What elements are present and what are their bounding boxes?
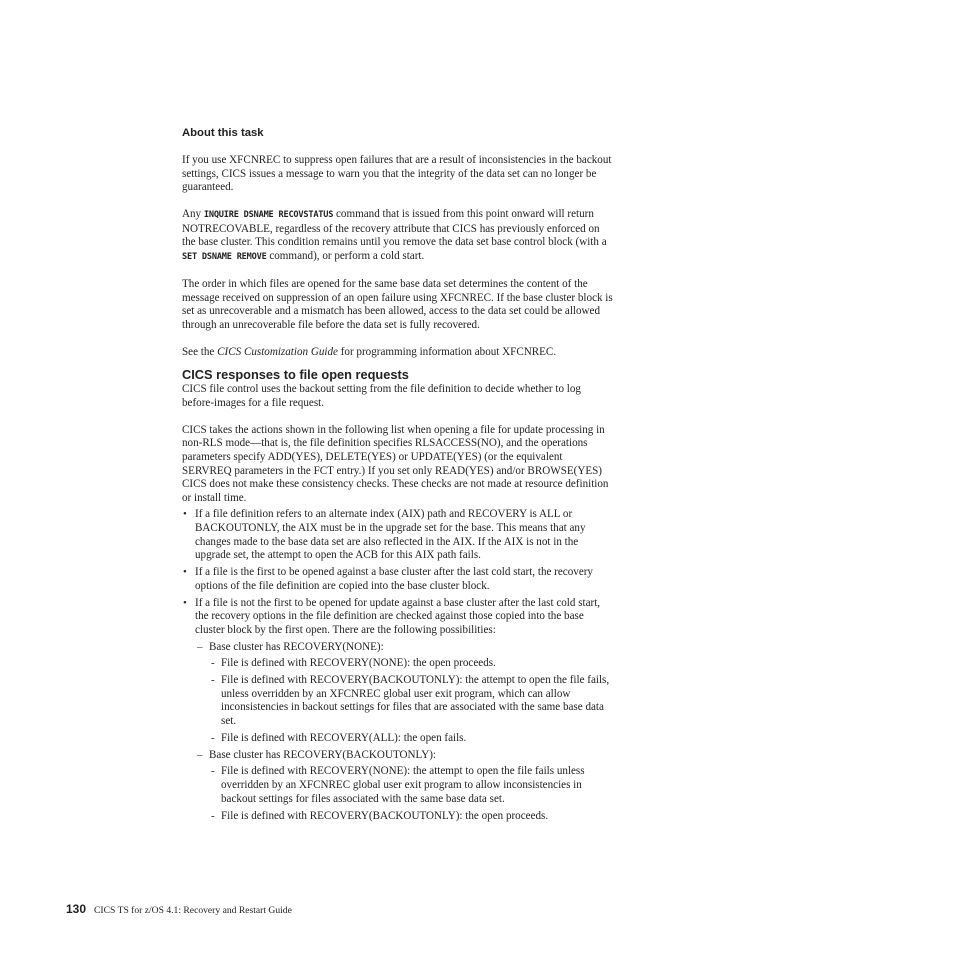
about-paragraph-1: If you use XFCNREC to suppress open failures that are a result of inconsistencies in the backout settings, CICS issues a message to warn you that the integrity of the data set can no longer be guaranteed.	[182, 154, 612, 194]
about-paragraph-2	[182, 208, 614, 264]
hyphen-marker: -	[211, 765, 215, 778]
about-paragraph-4	[182, 346, 614, 360]
hyphen-marker: -	[211, 657, 215, 670]
footer-title: CICS TS for z/OS 4.1: Recovery and Restart Guide	[94, 905, 292, 916]
command-set-dsname-remove: SET DSNAME REMOVE	[182, 251, 267, 262]
dash-marker: –	[197, 748, 203, 761]
hyphen-marker: -	[211, 731, 215, 744]
text-run: command that is issued from this point onward will return NOTRECOVABLE, regardless of the recovery attribute that CICS has previously enforced on the base cluster. This condition remains until you remove the data set base control block (with a	[182, 208, 607, 249]
sub-list-label: Base cluster has RECOVERY(BACKOUTONLY):	[209, 748, 437, 761]
nested-list-item	[209, 657, 614, 671]
dash-marker: –	[197, 640, 203, 653]
nested-list-item	[209, 765, 614, 806]
page-footer	[66, 900, 292, 918]
bullet-marker: •	[183, 566, 187, 579]
bullet-list	[182, 508, 614, 823]
list-item	[182, 508, 614, 562]
sub-list-item	[195, 749, 614, 823]
nested-list-item	[209, 810, 614, 824]
list-item	[182, 597, 614, 823]
hyphen-marker: -	[211, 809, 215, 822]
hyphen-marker: -	[211, 674, 215, 687]
nested-list-item	[209, 674, 614, 728]
text-run: Any	[182, 208, 204, 221]
page-content	[182, 126, 614, 827]
list-item-text: If a file definition refers to an alternate index (AIX) path and RECOVERY is ALL or BACKOUTONLY, the AIX must be in the upgrade set for the base. This means that any changes made to the base data set are also reflected in the AIX. If the AIX is not in the upgrade set, the attempt to open the ACB for this AIX path fails.	[195, 508, 586, 562]
list-item	[182, 566, 614, 593]
list-item-text: If a file is not the first to be opened for update against a base cluster after the last cold start, the recovery options in the file definition are checked against those copied into the base cluster block by the first open. There are the following possibilities:	[195, 596, 601, 636]
page-number: 130	[66, 902, 87, 916]
bullet-marker: •	[183, 596, 187, 609]
sub-list-label: Base cluster has RECOVERY(NONE):	[209, 640, 384, 653]
nested-item-text: File is defined with RECOVERY(NONE): the open proceeds.	[221, 657, 496, 670]
about-paragraph-3: The order in which files are opened for the same base data set determines the content of the message received on suppression of an open failure using XFCNREC. If the base cluster block is set as unrecoverable and a mismatch has been allowed, access to the data set could be allowed through an unrecoverable file before the data set is fully recovered.	[182, 277, 613, 331]
nested-list-item	[209, 732, 614, 746]
list-item-text: If a file is the first to be opened against a base cluster after the last cold start, the recovery options of the file definition are copied into the base cluster block.	[195, 566, 593, 592]
about-task-heading: About this task	[182, 127, 264, 139]
nested-item-text: File is defined with RECOVERY(NONE): the attempt to open the file fails unless overridden by an XFCNREC global user exit program to allow inconsistencies in backout settings for files associated with the same base data set.	[221, 765, 585, 805]
text-run: See the	[182, 345, 218, 358]
command-inquire-dsname: INQUIRE DSNAME RECOVSTATUS	[203, 210, 334, 221]
nested-item-text: File is defined with RECOVERY(BACKOUTONLY): the open proceeds.	[221, 809, 549, 822]
section-paragraph-2: CICS takes the actions shown in the following list when opening a file for update processing in non-RLS mode—that is, the file definition specifies RLSACCESS(NO), and the operations parameters specify ADD(YES), DELETE(YES) or UPDATE(YES) (or the equivalent SERVREQ parameters in the FCT entry.) If you set only READ(YES) and/or BROWSE(YES) CICS does not make these consistency checks. These checks are not made at resource definition or install time.	[182, 423, 609, 504]
section-paragraph-1: CICS file control uses the backout setting from the file definition to decide whether to log before-images for a file request.	[182, 383, 581, 409]
nested-item-text: File is defined with RECOVERY(ALL): the open fails.	[221, 731, 467, 744]
guide-reference: CICS Customization Guide	[217, 345, 338, 358]
section-heading: CICS responses to file open requests	[182, 367, 409, 383]
text-run: for programming information about XFCNREC.	[337, 345, 557, 358]
bullet-marker: •	[183, 508, 187, 521]
sub-list-item	[195, 641, 614, 746]
nested-list	[209, 657, 614, 745]
nested-item-text: File is defined with RECOVERY(BACKOUTONLY): the attempt to open the file fails, unless overridden by an XFCNREC global user exit program, which can allow inconsistencies in backout settings for files that are associated with the same base data set.	[221, 674, 610, 727]
text-run: command), or perform a cold start.	[266, 249, 425, 262]
sub-list	[195, 641, 614, 824]
nested-list	[209, 765, 614, 823]
